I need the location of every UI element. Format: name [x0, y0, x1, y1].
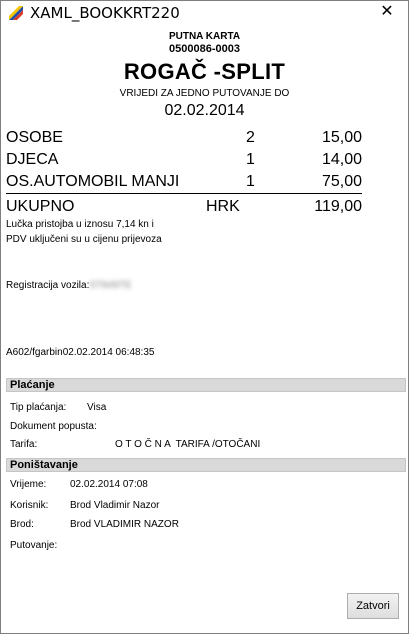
item-price: 15,00 [321, 129, 362, 146]
item-price: 75,00 [321, 173, 362, 190]
valid-date: 02.02.2014 [164, 102, 245, 119]
close-icon[interactable]: ✕ [380, 3, 394, 20]
registration-label: Registracija vozila: [6, 280, 90, 291]
total-label: UKUPNO [6, 198, 75, 215]
registration-value: ST849TE [89, 280, 132, 291]
payment-type-label: Tip plaćanja: [10, 402, 67, 413]
line-item [6, 151, 362, 171]
item-qty: 1 [246, 173, 255, 190]
ticket-content [4, 25, 405, 631]
cancel-ship-label: Brod: [10, 519, 34, 530]
item-name: OS.AUTOMOBIL MANJI [6, 173, 180, 190]
registration-row [6, 280, 132, 291]
item-qty: 1 [246, 151, 255, 168]
total-currency: HRK [206, 198, 240, 215]
total-divider [6, 193, 362, 194]
payment-section-header: Plaćanje [6, 378, 406, 392]
discount-label: Dokument popusta: [10, 421, 97, 432]
window-title: XAML_BOOKKRT220 [30, 4, 180, 22]
tax-note-line2: PDV uključeni su u cijenu prijevoza [6, 234, 162, 245]
cancel-user-label: Korisnik: [10, 500, 49, 511]
valid-label: VRIJEDI ZA JEDNO PUTOVANJE DO [119, 88, 290, 99]
cancel-user-value: Brod Vladimir Nazor [70, 500, 160, 511]
cancel-trip-label: Putovanje: [10, 540, 58, 551]
ticket-route: ROGAČ -SPLIT [123, 59, 286, 84]
cancel-ship-value: Brod VLADIMIR NAZOR [70, 519, 179, 530]
cancel-time-label: Vrijeme: [10, 479, 47, 490]
item-price: 14,00 [321, 151, 362, 168]
item-name: OSOBE [6, 129, 63, 146]
tax-note-line1: Lučka pristojba u iznosu 7,14 kn i [6, 219, 154, 230]
line-item [6, 173, 362, 193]
payment-type-value: Visa [87, 402, 107, 413]
ticket-heading: PUTNA KARTA [168, 31, 241, 42]
ticket-number: 0500086-0003 [169, 43, 240, 55]
item-qty: 2 [246, 129, 255, 146]
cancel-time-value: 02.02.2014 07:08 [70, 479, 148, 490]
close-button[interactable]: Zatvori [347, 593, 399, 619]
total-amount: 119,00 [314, 198, 362, 215]
app-icon [8, 5, 24, 21]
title-bar[interactable] [1, 1, 408, 25]
line-item [6, 129, 362, 149]
tariff-value: O T O Č N A TARIFA /OTOČANI [115, 439, 261, 450]
total-row [6, 198, 362, 218]
cancellation-section-header: Poništavanje [6, 458, 406, 472]
item-name: DJECA [6, 151, 59, 168]
issued-info: A602/fgarbin02.02.2014 06:48:35 [6, 347, 155, 358]
tariff-label: Tarifa: [10, 439, 38, 450]
